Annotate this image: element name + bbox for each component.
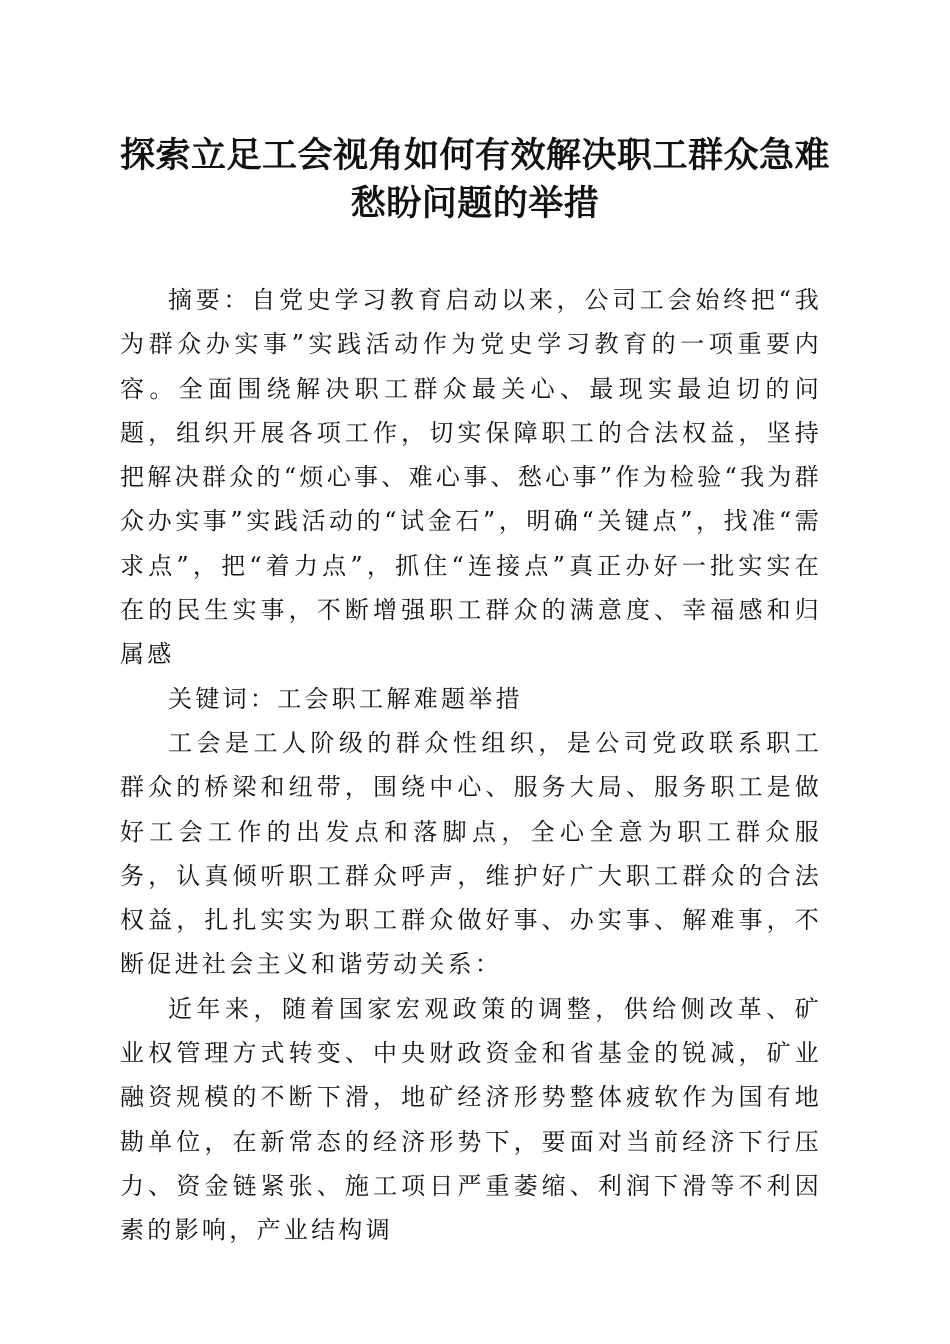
document-title: 探索立足工会视角如何有效解决职工群众急难愁盼问题的举措: [119, 135, 830, 224]
keywords-paragraph: 关键词：工会职工解难题举措: [168, 684, 523, 713]
context-paragraph: 近年来，随着国家宏观政策的调整，供给侧改革、矿业权管理方式转变、中央财政资金和省基金的锐减，矿业融资规模的不断下滑，地矿经济形势整体疲软作为国有地勘单位，在新常态的经济形势下，要面对当前经济下行压力、资金链紧张、施工项日严重萎缩、利润下滑等不利因素的影响，产业结构调: [120, 994, 822, 1245]
intro-paragraph: 工会是工人阶级的群众性组织，是公司党政联系职工群众的桥梁和纽带，围绕中心、服务大局、服务职工是做好工会工作的出发点和落脚点，全心全意为职工群众服务，认真倾听职工群众呼声，维护好广大职工群众的合法权益，扎扎实实为职工群众做好事、办实事、解难事，不断促进社会主义和谐劳动关系：: [120, 728, 822, 979]
abstract-paragraph: 摘要：自党史学习教育启动以来，公司工会始终把“我为群众办实事”实践活动作为党史学习教育的一项重要内容。全面围绕解决职工群众最关心、最现实最迫切的问题，组织开展各项工作，切实保障职工的合法权益，坚持把解决群众的“烦心事、难心事、愁心事”作为检验“我为群众办实事”实践活动的“试金石”，明确“关键点”，找准“需求点”，把“着力点”，抓住“连接点”真正办好一批实实在在的民生实事，不断增强职工群众的满意度、幸福感和归属感: [120, 286, 822, 669]
document-body: [120, 278, 822, 1253]
